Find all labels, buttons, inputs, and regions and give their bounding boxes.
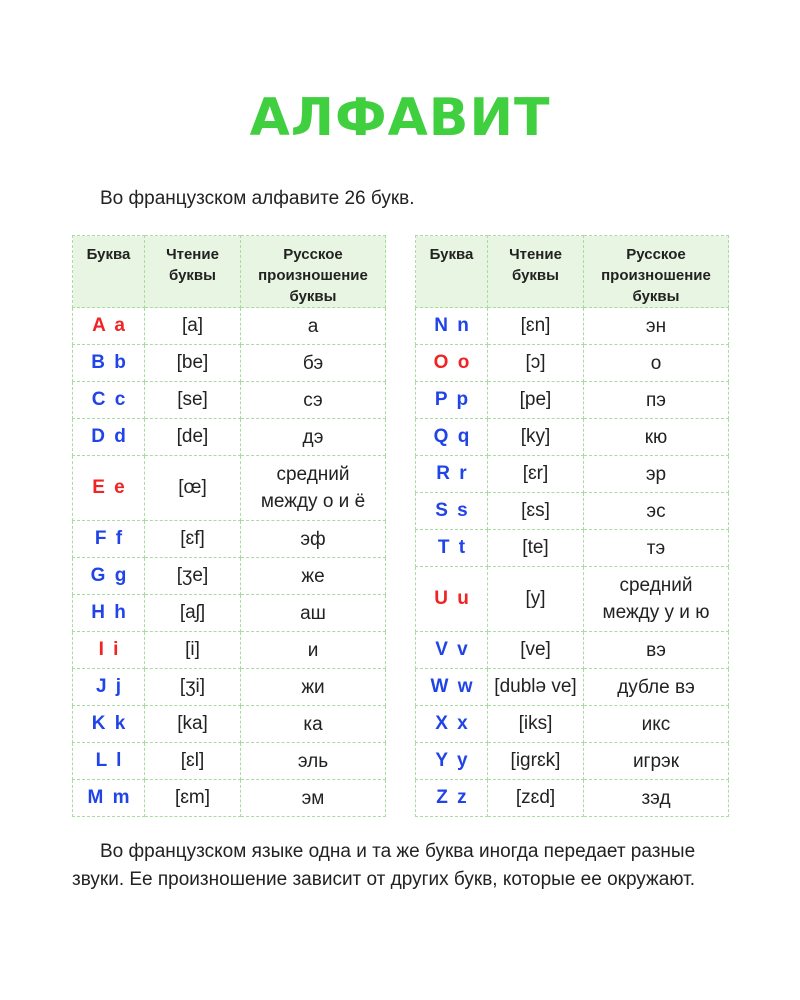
pronunciation-cell [241,456,386,521]
pronunciation-line: кю [644,426,668,448]
letter-cell: T t [416,530,488,567]
pronunciation-line: игрэк [632,750,680,772]
table-row [416,780,729,817]
letter-cell: R r [416,456,488,493]
pronunciation-cell [241,743,386,780]
pronunciation-line: и [307,639,319,661]
pronunciation-line: средний [619,575,693,596]
pronunciation-cell [584,743,729,780]
reading-cell: [dublə ve] [488,669,584,706]
reading-cell: [œ] [145,456,241,521]
letter-cell: I i [73,632,145,669]
reading-cell: [ɛf] [145,521,241,558]
table-header-row [416,236,729,308]
reading-cell: [pe] [488,382,584,419]
letter-cell: H h [73,595,145,632]
pronunciation-line: вэ [646,639,666,661]
letter-cell: S s [416,493,488,530]
letter-cell: B b [73,345,145,382]
reading-cell: [ɛm] [145,780,241,817]
reading-cell: [zɛd] [488,780,584,817]
reading-cell: [iks] [488,706,584,743]
pronunciation-line: эн [645,315,667,337]
pronunciation-cell [241,308,386,345]
pronunciation-line: о [650,352,662,374]
pronunciation-line: эм [301,787,325,809]
pronunciation-cell [241,345,386,382]
table-row [416,669,729,706]
header-russian: Русское произношение буквы [241,236,386,308]
pronunciation-cell [241,419,386,456]
alphabet-table-left [72,235,386,817]
table-row [73,456,386,521]
reading-cell: [igrɛk] [488,743,584,780]
alphabet-table-right [415,235,729,817]
letter-cell: G g [73,558,145,595]
table-row [416,345,729,382]
letter-cell: N n [416,308,488,345]
pronunciation-cell [584,308,729,345]
table-row [73,669,386,706]
pronunciation-cell [241,780,386,817]
pronunciation-line: эр [645,463,667,485]
pronunciation-line: средний [276,464,350,485]
pronunciation-line: дубле вэ [617,676,695,698]
letter-cell: X x [416,706,488,743]
pronunciation-cell [241,706,386,743]
letter-cell: J j [73,669,145,706]
pronunciation-line: эс [646,500,666,522]
reading-cell: [ky] [488,419,584,456]
pronunciation-line: икс [641,713,671,735]
reading-cell: [ʒe] [145,558,241,595]
reading-cell: [ɛs] [488,493,584,530]
table-row [73,345,386,382]
reading-cell: [ɛl] [145,743,241,780]
table-row [73,521,386,558]
page-title: АЛФАВИТ [249,88,551,148]
pronunciation-line: а [307,315,319,337]
letter-cell: P p [416,382,488,419]
pronunciation-line: зэд [641,787,671,809]
letter-cell: Y y [416,743,488,780]
table-row [416,530,729,567]
table-row [73,382,386,419]
pronunciation-cell [584,530,729,567]
pronunciation-cell [241,669,386,706]
table-row [73,780,386,817]
table-header-row [73,236,386,308]
letter-cell: K k [73,706,145,743]
reading-cell: [ʒi] [145,669,241,706]
reading-cell: [ka] [145,706,241,743]
table-row [73,558,386,595]
reading-cell: [ɛr] [488,456,584,493]
header-letter: Буква [416,236,488,308]
reading-cell: [i] [145,632,241,669]
letter-cell: Q q [416,419,488,456]
pronunciation-cell [241,521,386,558]
pronunciation-line: бэ [302,352,324,374]
reading-cell: [te] [488,530,584,567]
letter-cell: D d [73,419,145,456]
reading-cell: [de] [145,419,241,456]
pronunciation-line: между о и ё [260,491,366,512]
letter-cell: O o [416,345,488,382]
letter-cell: M m [73,780,145,817]
table-row [416,456,729,493]
letter-cell: E e [73,456,145,521]
pronunciation-line: аш [300,602,326,624]
table-row [416,308,729,345]
pronunciation-cell [584,456,729,493]
table-row [416,743,729,780]
pronunciation-cell [584,567,729,632]
pronunciation-cell [584,780,729,817]
reading-cell: [se] [145,382,241,419]
table-row [73,706,386,743]
pronunciation-line: ка [303,713,323,735]
pronunciation-cell [584,382,729,419]
letter-cell: U u [416,567,488,632]
table-row [416,632,729,669]
reading-cell: [ɔ] [488,345,584,382]
table-row [416,382,729,419]
letter-cell: A a [73,308,145,345]
reading-cell: [ɛn] [488,308,584,345]
pronunciation-line: тэ [646,537,666,559]
table-row [416,706,729,743]
reading-cell: [be] [145,345,241,382]
pronunciation-cell [241,632,386,669]
table-row [73,743,386,780]
pronunciation-cell [584,345,729,382]
table-row [73,308,386,345]
table-row [416,419,729,456]
pronunciation-line: эль [297,750,329,772]
reading-cell: [aʃ] [145,595,241,632]
reading-cell: [a] [145,308,241,345]
header-reading: Чтение буквы [145,236,241,308]
pronunciation-line: пэ [646,389,666,411]
table-row [73,595,386,632]
table-row [416,567,729,632]
pronunciation-line: жи [301,676,325,698]
table-row [73,632,386,669]
letter-cell: L l [73,743,145,780]
pronunciation-cell [241,595,386,632]
pronunciation-line: эф [300,528,326,550]
pronunciation-cell [584,669,729,706]
header-letter: Буква [73,236,145,308]
pronunciation-cell [584,419,729,456]
reading-cell: [ve] [488,632,584,669]
letter-cell: Z z [416,780,488,817]
table-row [416,493,729,530]
header-reading: Чтение буквы [488,236,584,308]
table-row [73,419,386,456]
pronunciation-cell [584,706,729,743]
letter-cell: W w [416,669,488,706]
intro-text: Во французском алфавите 26 букв. [100,188,415,209]
header-russian: Русское произношение буквы [584,236,729,308]
pronunciation-cell [241,558,386,595]
pronunciation-cell [241,382,386,419]
letter-cell: F f [73,521,145,558]
pronunciation-line: сэ [303,389,323,411]
pronunciation-cell [584,493,729,530]
pronunciation-cell [584,632,729,669]
pronunciation-line: между у и ю [602,602,710,623]
reading-cell: [y] [488,567,584,632]
explanation-paragraph: Во французском языке одна и та же буква иногда передает разные звуки. Ее произношение зависит от других букв, которые ее окружают. [72,841,696,890]
pronunciation-line: же [301,565,325,587]
letter-cell: V v [416,632,488,669]
letter-cell: C c [73,382,145,419]
pronunciation-line: дэ [302,426,324,448]
